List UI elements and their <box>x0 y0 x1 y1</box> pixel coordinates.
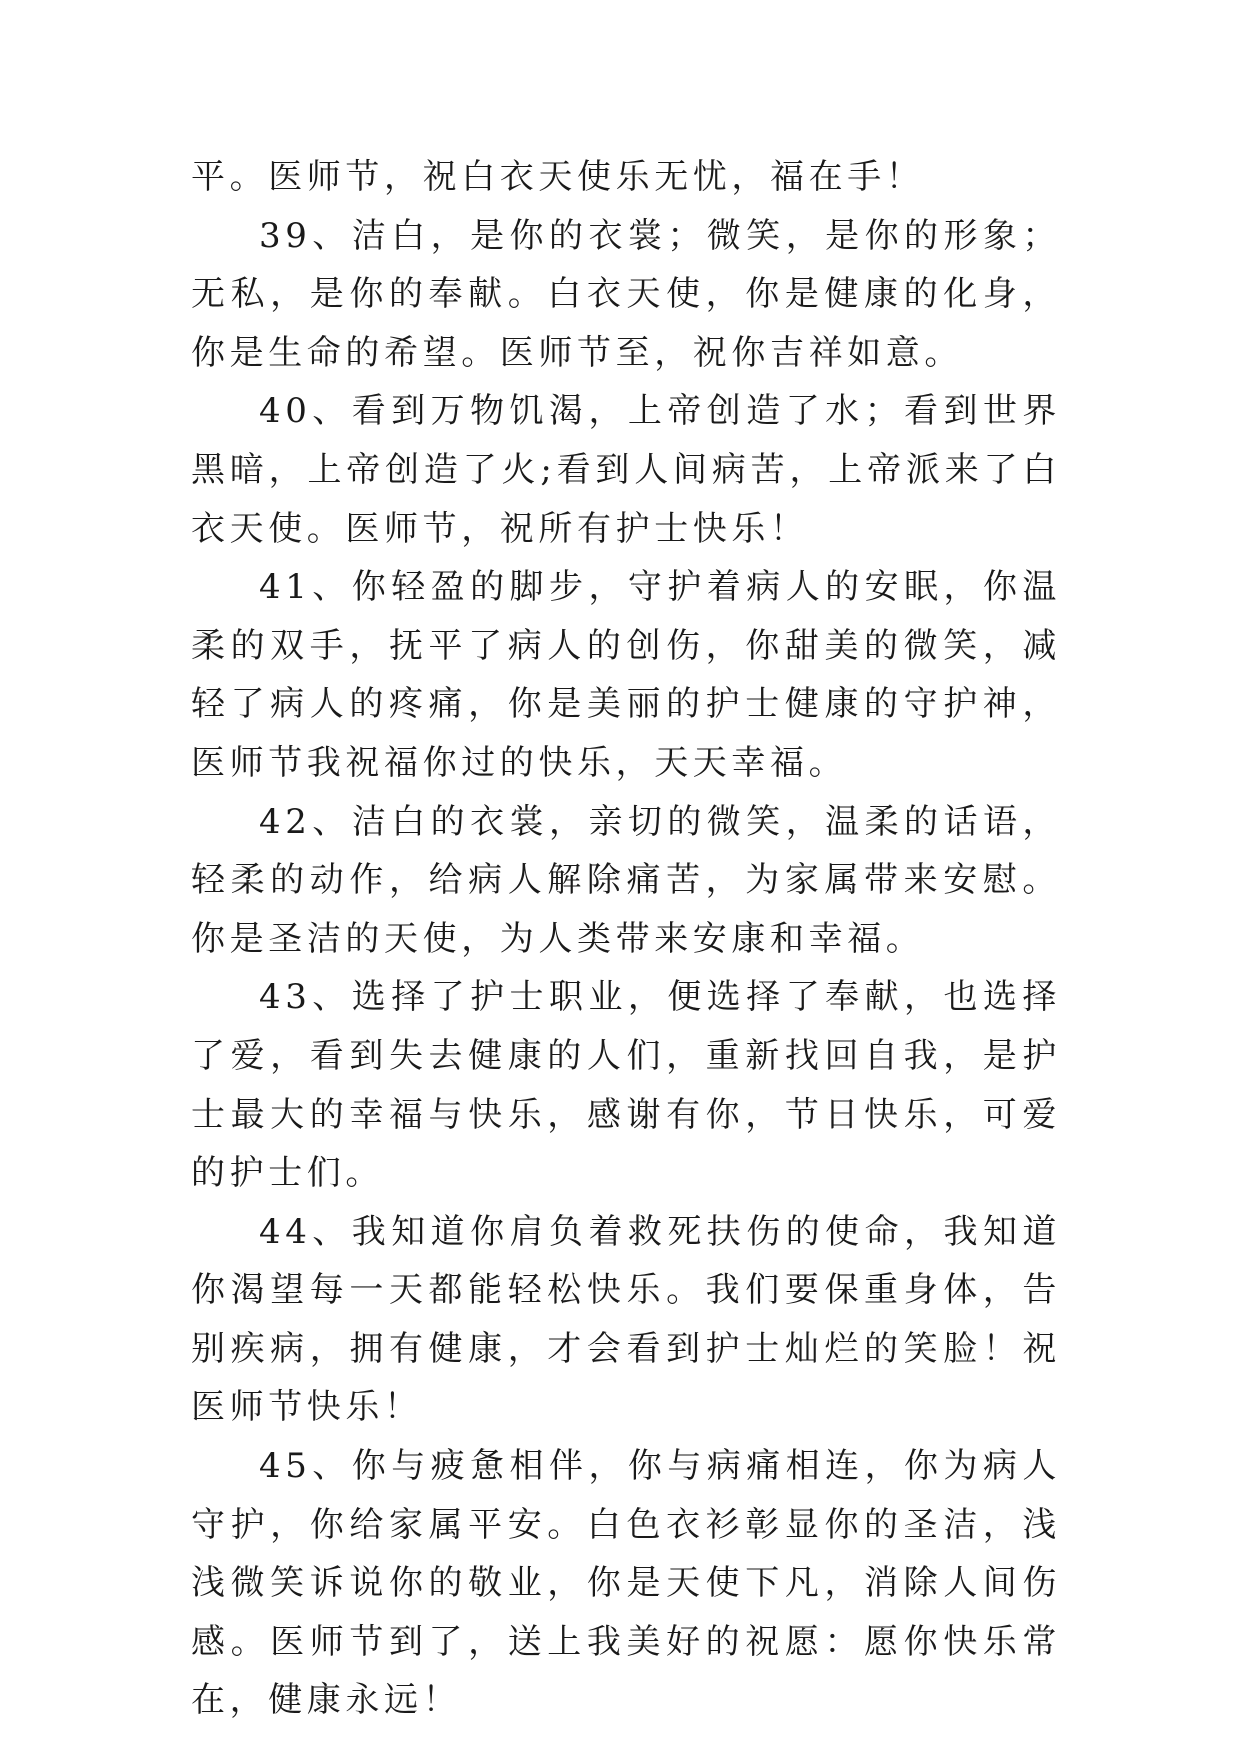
paragraph-44: 44、我知道你肩负着救死扶伤的使命，我知道你渴望每一天都能轻松快乐。我们要保重身体，告别疾病，拥有健康，才会看到护士灿烂的笑脸！祝医师节快乐！ <box>191 1211 1061 1428</box>
paragraph-43: 43、选择了护士职业，便选择了奉献，也选择了爱，看到失去健康的人们，重新找回自我，是护士最大的幸福与快乐，感谢有你，节日快乐，可爱的护士们。 <box>191 977 1061 1194</box>
paragraph-42: 42、洁白的衣裳，亲切的微笑，温柔的话语，轻柔的动作，给病人解除痛苦，为家属带来安慰。你是圣洁的天使，为人类带来安康和幸福。 <box>191 801 1061 959</box>
paragraph-40: 40、看到万物饥渴，上帝创造了水；看到世界黑暗，上帝创造了火;看到人间病苦，上帝派来了白衣天使。医师节，祝所有护士快乐！ <box>191 391 1061 549</box>
document-body <box>191 148 1061 1730</box>
paragraph-45: 45、你与疲惫相伴，你与病痛相连，你为病人守护，你给家属平安。白色衣衫彰显你的圣洁，浅浅微笑诉说你的敬业，你是天使下凡，消除人间伤感。医师节到了，送上我美好的祝愿：愿你快乐常在，健康永远！ <box>191 1446 1061 1721</box>
paragraph-41: 41、你轻盈的脚步，守护着病人的安眠，你温柔的双手，抚平了病人的创伤，你甜美的微笑，减轻了病人的疼痛，你是美丽的护士健康的守护神，医师节我祝福你过的快乐，天天幸福。 <box>191 567 1061 783</box>
paragraph-39: 39、洁白，是你的衣裳；微笑，是你的形象；无私，是你的奉献。白衣天使，你是健康的化身，你是生命的希望。医师节至，祝你吉祥如意。 <box>191 215 1061 373</box>
paragraph-continuation: 平。医师节，祝白衣天使乐无忧，福在手！ <box>191 157 925 197</box>
